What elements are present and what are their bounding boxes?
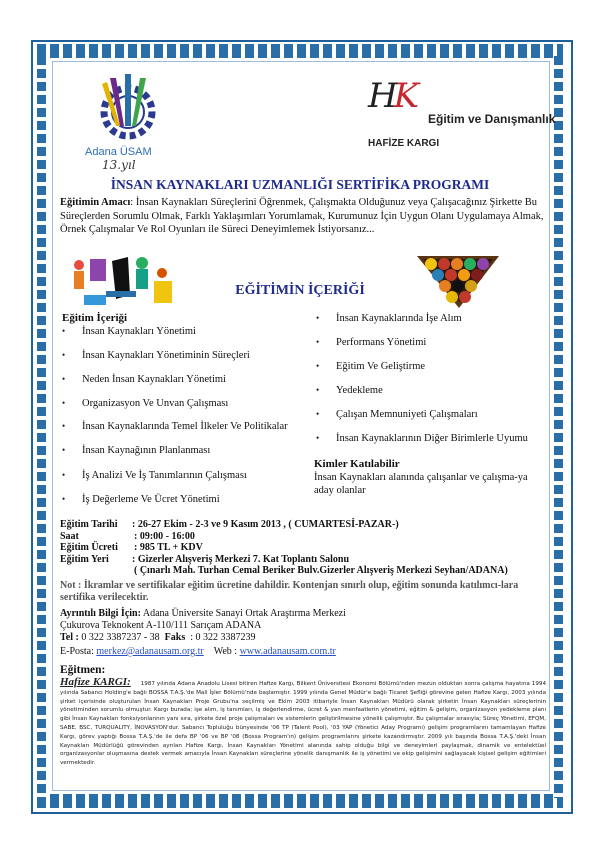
time-value: : 09:00 - 16:00 [134,530,195,542]
trainer-bio-text: 1987 yılında Adana Anadolu Lisesi bitiren Hafize Kargı, Bilkent Üniversitesi Ekonomi Bölümü'nden mezun olduktan sonra çalışma hayatına 1994 yılında Sabancı Holding'e bağlı BOSSA T.A.Ş.'de Mali İşler Bölümü'nde başlamıştır. 1999 yılında Genel Müdür'e bağlı Ticaret Şefliği görevine gelen Hafize Kargı, 2003 yılında şirket içerisinde oluşturulan İnsan Kaynakları Proje Grubu'na seçilmiş ve Ekim 2003 itibariyle İnsan Kaynakları Müdürü olarak şirketin İnsan Kaynakları süreçlerinin yönetiminden sorumlu olmuştur. Kargı burada; işe alım, iş tanımları, iş değerlendirme, ücret & yan menfaatlerin yönetimi, eğitim & gelişim, organizasyon yedekleme planı gibi İnsan Kaynakları fonksiyonlarının yanı sıra, şirkete özel proje çalışmaları ve sistemlerin geliştirilmesine yönelik çalışmıştır. Bu çalışmalar sırasıyla; Süreç Yönetimi, EFQM, SABE, BSC, TURQUALITY, İNOVASYON'dur. Sabancı Topluluğu bünyesinde '06 TP (Talent Pool), '03 YAP (Yönetici Aday Programı) gelişim programlarını tamamlayan Hafize Kargı, görev yaptığı Bossa T.A.Ş.'de ile defa BP '06 ve BP '08 (Bossa Program'ın) gelişim programlarını şirkete kazandırmıştır. 2009 yılı başında Bossa T.A.Ş.'deki İnsan Kaynakları Müdürlüğü görevinden ayrılan Hafize Kargı, İnsan Kaynakları Yönetimi alanında sahip olduğu bilgi ve deneyimleri paylaşmak, dinamik ve entelektüel organizasyonlar oluşmasına destek vermek amacıyla İnsan Kaynakları süreçlerine yönelik danışmanlık ile iş yönetimi ve ekip gelişimini sağlayacak kişisel gelişim eğitimleri vermektedir. [60,681,546,767]
adana-usam-logo [80,70,180,170]
bullet-icon: • [62,398,66,408]
logo-brand-text: Adana ÜSAM [85,146,152,158]
bullet-icon: • [62,494,66,504]
contents-title: EĞİTİMİN İÇERİĞİ [235,283,365,298]
billiard-rack-icon [415,254,501,310]
hk-brand-text: Eğitim ve Danışmanlık [428,112,556,126]
contact-phone-line: Tel : 0 322 3387237 - 38 Faks : 0 322 3387239 [60,632,256,643]
musicians-icon [72,251,177,309]
contact-web-line: E-Posta: merkez@adanausam.org.tr Web : www.adanausam.com.tr [60,646,336,657]
border-checker-bottom [37,794,563,808]
fee-value: : 985 TL + KDV [134,542,203,553]
list-item: • Yedekleme [316,385,383,396]
border-checker-top [37,44,563,58]
logo-year-text: 13.yıl [102,158,136,172]
list-item: • Performans Yönetimi [316,337,427,348]
right-content-list [316,313,546,443]
place-label: Eğitim Yeri [60,553,109,565]
gear-logo-icon [80,70,180,150]
date-value: : 26-27 Ekim - 2-3 ve 9 Kasım 2013 , ( CUMARTESİ-PAZAR-) [132,519,399,530]
trainer-bio [60,678,546,768]
list-item: • İnsan Kaynaklarının Diğer Birimlerle Uyumu [316,433,528,444]
list-item: • İş Değerleme Ve Ücret Yönetimi [62,494,220,505]
place-value: : Gizerler Alışveriş Merkezi 7. Kat Toplantı Salonu [132,553,350,565]
left-content-list [62,326,302,506]
place-value-address: ( Çınarlı Mah. Turhan Cemal Beriker Bulv.Gizerler Alışveriş Merkezi Seyhan/ADANA) [134,565,508,576]
list-item: • İnsan Kaynaklarında İşe Alım [316,313,462,324]
bullet-icon: • [62,326,66,336]
bullet-icon: • [316,361,320,371]
music-illustration [72,251,177,309]
left-list-heading: Eğitim İçeriği [62,312,128,324]
time-label: Saat [60,530,79,542]
bullet-icon: • [62,374,66,384]
bullet-icon: • [316,313,320,323]
list-item: • İnsan Kaynağının Planlanması [62,445,211,456]
bullet-icon: • [62,350,66,360]
list-item: • İnsan Kaynakları Yönetimi [62,326,196,337]
intro-paragraph [60,196,546,237]
hk-name-text: HAFİZE KARGI [368,138,440,149]
list-item: • İnsan Kaynaklarında Temel İlkeler Ve Politikalar [62,421,288,432]
contact-line-2: Çukurova Teknokent A-110/111 Sarıçam ADANA [60,620,262,631]
border-checker-left [37,56,46,798]
intro-label: Eğitimin Amacı [60,197,131,208]
program-title: İNSAN KAYNAKLARI UZMANLIĞI SERTİFİKA PROGRAMI [110,177,490,192]
bullet-icon: • [316,433,320,443]
email-link[interactable]: merkez@adanausam.org.tr [96,646,204,657]
note-text: Not : İkramlar ve sertifikalar eğitim ücretine dahildir. Kontenjan sınırlı olup, eğitim sonunda katılımcı-lara sertifika verilecektir. [60,580,519,603]
list-item: • Çalışan Memnuniyeti Çalışmaları [316,409,478,420]
border-checker-right [554,56,563,798]
contact-line-1: Ayrıntılı Bilgi İçin: Adana Üniversite Sanayi Ortak Araştırma Merkezi [60,608,346,619]
intro-text: : İnsan Kaynakları Süreçlerini Öğrenmek, Çalışmakta Olduğunuz veya Çalışacağınız Şirkette Bu Süreçlerden Sorumlu Olmak, Farklı Yaklaşımları Yorumlamak, Kurumunuz İçin Uygun Olanı Uygulamaya Almak, Örnek Çalışmalar Ve Rol Oyunları ile Süreci Deneyimlemek İstiyorsanız... [60,197,544,235]
who-can-attend-text: İnsan Kaynakları alanında çalışanlar ve çalışma-ya aday olanlar [314,472,528,496]
billiard-illustration [415,254,501,310]
hk-monogram-icon: HK [368,76,416,116]
trainer-name: Hafize KARGI: [60,676,131,688]
hk-logo [366,76,556,156]
bullet-icon: • [316,409,320,419]
fee-label: Eğitim Ücreti [60,542,118,553]
list-item: • Eğitim Ve Geliştirme [316,361,426,372]
bullet-icon: • [316,337,320,347]
trainer-heading: Eğitmen: [60,664,106,676]
list-item: • İnsan Kaynakları Yönetiminin Süreçleri [62,350,250,361]
bullet-icon: • [62,421,66,431]
contact-block [60,608,546,658]
list-item: • Neden İnsan Kaynakları Yönetimi [62,374,226,385]
web-link[interactable]: www.adanausam.com.tr [239,646,336,657]
list-item: • İş Analizi Ve İş Tanımlarının Çalışması [62,470,247,481]
bullet-icon: • [62,470,66,480]
bullet-icon: • [316,385,320,395]
contact-label: Ayrıntılı Bilgi İçin: [60,608,141,619]
date-label: Eğitim Tarihi [60,519,118,530]
who-can-attend-heading: Kimler Katılabilir [314,458,400,470]
bullet-icon: • [62,445,66,455]
list-item: • Organizasyon Ve Unvan Çalışması [62,398,229,409]
